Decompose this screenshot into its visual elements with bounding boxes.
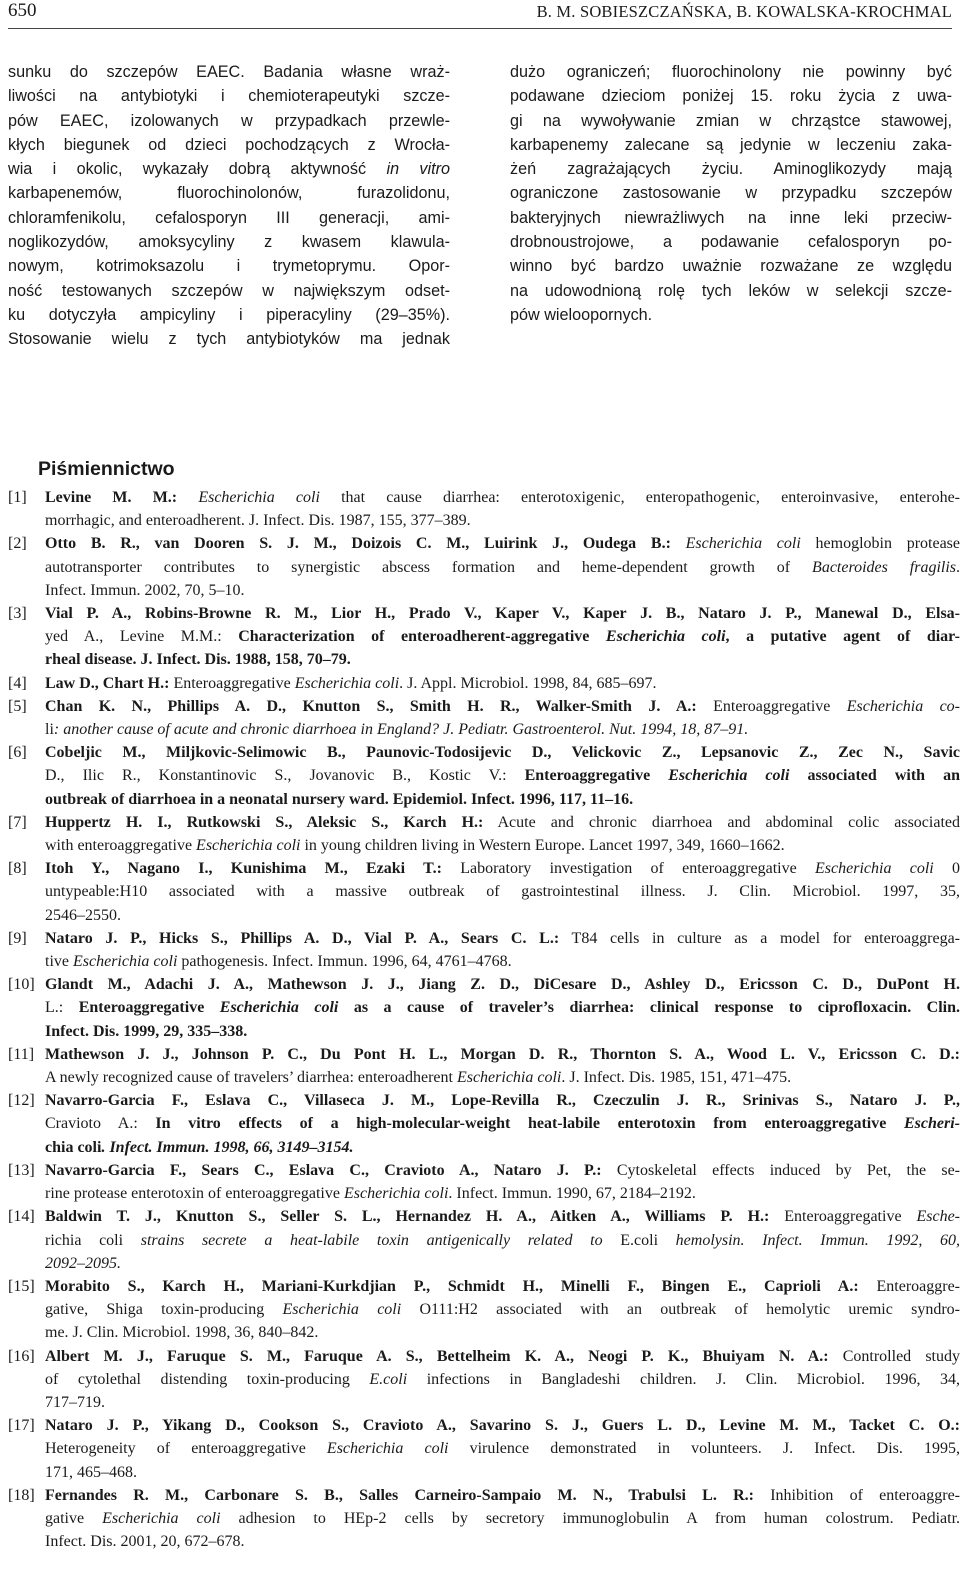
reference-item	[8, 1484, 960, 1554]
reference-line: Cobeljic M., Miljkovic-Selimowic B., Paunovic-Todosijevic D., Velickovic Z., Lepsanovic Z., Zec N., Savic	[45, 744, 960, 762]
body-text-line: żeń zagrażających życiu. Aminoglikozydy mają	[510, 160, 952, 179]
body-text-line: bakteryjnych niewrażliwych na inne leki przeciw-	[510, 208, 952, 227]
reference-line: Fernandes R. M., Carbonare S. B., Salles Carneiro-Sampaio M. N., Trabulsi L. R.: Inhibition of enteroaggre-	[45, 1486, 960, 1504]
reference-line: Levine M. M.: Escherichia coli that cause diarrhea: enterotoxigenic, enteropathogenic, enteroinvasive, enterohe-	[45, 489, 960, 506]
reference-number: [18]	[8, 1486, 35, 1504]
reference-line: Nataro J. P., Yikang D., Cookson S., Cravioto A., Savarino S. J., Guers L. D., Levine M. M., Tacket C. O.:	[45, 1417, 960, 1435]
body-column-left	[8, 60, 450, 352]
reference-number: [13]	[8, 1161, 35, 1179]
body-text-line: pów EAEC, izolowanych w przypadkach przewle-	[8, 111, 450, 130]
reference-line: Mathewson J. J., Johnson P. C., Du Pont H. L., Morgan D. R., Thornton S. A., Wood L. V., Ericsson C. D.:	[45, 1045, 960, 1063]
reference-line: untypeable:H10 associated with a massive outbreak of gastrointestinal illness. J. Clin. Microbiol. 1997, 35,	[45, 883, 960, 901]
reference-item	[8, 602, 960, 672]
body-text-line: na udowodnioną rolę tych leków w selekcji szcze-	[510, 281, 952, 300]
reference-line: Infect. Immun. 2002, 70, 5–10.	[45, 581, 245, 599]
reference-item	[8, 672, 960, 695]
reference-line: 2092–2095.	[45, 1254, 121, 1272]
reference-line: gative Escherichia coli adhesion to HEp-2 cells by secretory immunoglobulin A from human colostrum. Pediatr.	[45, 1509, 960, 1527]
reference-line: Nataro J. P., Hicks S., Phillips A. D., Vial P. A., Sears C. L.: T84 cells in culture as a model for enteroaggrega-	[45, 929, 960, 947]
body-text-line: wia i okolic, wykazały dobrą aktywność in vitro	[8, 160, 450, 179]
body-text-line: podawane dzieciom poniżej 15. roku życia z uwa-	[510, 87, 952, 106]
reference-number: [16]	[8, 1347, 35, 1365]
reference-line: Chan K. N., Phillips A. D., Knutton S., Smith H. R., Walker-Smith J. A.: Enteroaggregative Escherichia co-	[45, 697, 960, 715]
reference-item	[8, 741, 960, 811]
reference-line: Baldwin T. J., Knutton S., Seller S. L., Hernandez H. A., Aitken A., Williams P. H.: Enteroaggregative Esche-	[45, 1208, 960, 1226]
reference-number: [17]	[8, 1417, 35, 1435]
body-text-line: nowym, kotrimoksazolu i trymetoprymu. Opor-	[8, 257, 450, 276]
reference-number: [7]	[8, 813, 27, 831]
body-text-line: kłych biegunek od dzieci pochodzących z Wrocła-	[8, 135, 450, 154]
reference-line: Infect. Dis. 1999, 29, 335–338.	[45, 1022, 248, 1040]
reference-line: 171, 465–468.	[45, 1463, 137, 1481]
body-text-line: dużo ograniczeń; fluorochinolony nie powinny być	[510, 63, 952, 81]
reference-item	[8, 1043, 960, 1089]
reference-item	[8, 927, 960, 973]
reference-item	[8, 1089, 960, 1159]
reference-line: L.: Enteroaggregative Escherichia coli as a cause of traveler’s diarrhea: clinical response to ciprofloxacin. Clin.	[45, 999, 960, 1017]
reference-line: 2546–2550.	[45, 906, 121, 924]
body-text-line: ku dotyczyła ampicyliny i piperacyliny (29–35%).	[8, 305, 450, 324]
reference-item	[8, 1205, 960, 1275]
running-head: B. M. SOBIESZCZAŃSKA, B. KOWALSKA-KROCHMAL	[536, 2, 952, 21]
reference-number: [10]	[8, 976, 35, 994]
body-text-line: Stosowanie wielu z tych antybiotyków ma jednak	[8, 330, 450, 349]
body-text-line: winno być bardzo uważnie rozważane ze względu	[510, 257, 952, 276]
reference-number: [5]	[8, 697, 27, 715]
reference-line: li: another cause of acute and chronic diarrhoea in England? J. Pediatr. Gastroenterol. Nut. 1994, 18, 87–91.	[45, 721, 749, 739]
reference-line: D., Ilic R., Konstantinovic S., Jovanovic B., Kostic V.: Enteroaggregative Escherichia coli associated with an	[45, 767, 960, 785]
reference-line: rheal disease. J. Infect. Dis. 1988, 158, 70–79.	[45, 651, 351, 669]
page-number: 650	[8, 0, 37, 21]
reference-item	[8, 973, 960, 1043]
reference-line: yed A., Levine M.M.: Characterization of enteroadherent-aggregative Escherichia coli, a putative agent of diar-	[45, 628, 960, 646]
reference-item	[8, 857, 960, 927]
reference-line: Morabito S., Karch H., Mariani-Kurkdjian P., Schmidt H., Minelli F., Bingen E., Caprioli A.: Enteroaggre-	[45, 1277, 960, 1295]
reference-line: rine protease enterotoxin of enteroaggregative Escherichia coli. Infect. Immun. 1990, 67, 2184–2192.	[45, 1185, 696, 1203]
reference-line: Huppertz H. I., Rutkowski S., Aleksic S., Karch H.: Acute and chronic diarrhoea and abdominal colic associated	[45, 813, 960, 831]
reference-line: chia coli. Infect. Immun. 1998, 66, 3149–3154.	[45, 1138, 354, 1156]
reference-line: tive Escherichia coli pathogenesis. Infect. Immun. 1996, 64, 4761–4768.	[45, 953, 512, 971]
reference-line: Otto B. R., van Dooren S. J. M., Doizois C. M., Luirink J., Oudega B.: Escherichia coli hemoglobin protease	[45, 535, 960, 553]
body-text-line: pów wieloopornych.	[510, 305, 653, 324]
reference-line: of cytolethal distending toxin-producing E.coli infections in Bangladeshi children. J. Clin. Microbiol. 1996, 34,	[45, 1370, 960, 1388]
reference-line: Heterogeneity of enteroaggregative Escherichia coli virulence demonstrated in volunteers. J. Infect. Dis. 1995,	[45, 1440, 960, 1458]
body-text-line: ograniczone zastosowanie w przypadku szczepów	[510, 184, 952, 203]
reference-line: Cravioto A.: In vitro effects of a high-molecular-weight heat-labile enterotoxin from enteroaggregative Escheri-	[45, 1115, 960, 1133]
reference-number: [12]	[8, 1092, 35, 1110]
reference-number: [9]	[8, 929, 27, 947]
body-text-line: karbapenemy zalecane są jedynie w leczeniu zaka-	[510, 135, 952, 154]
reference-line: Law D., Chart H.: Enteroaggregative Escherichia coli. J. Appl. Microbiol. 1998, 84, 685–697.	[45, 674, 657, 692]
reference-number: [6]	[8, 744, 27, 762]
reference-line: gative, Shiga toxin-producing Escherichia coli O111:H2 associated with an outbreak of hemolytic uremic syndro-	[45, 1301, 960, 1319]
reference-line: Vial P. A., Robins-Browne R. M., Lior H., Prado V., Kaper V., Kaper J. B., Nataro J. P., Manewal D., Elsa-	[45, 605, 960, 623]
reference-number: [1]	[8, 489, 27, 506]
reference-number: [11]	[8, 1045, 35, 1063]
reference-number: [15]	[8, 1277, 35, 1295]
reference-item	[8, 695, 960, 741]
reference-item	[8, 486, 960, 532]
body-text-line: gi na wywoływanie zmian w chrząstce stawowej,	[510, 111, 952, 130]
page-header	[8, 0, 952, 29]
reference-item	[8, 811, 960, 857]
reference-line: morrhagic, and enteroadherent. J. Infect. Dis. 1987, 155, 377–389.	[45, 512, 471, 530]
body-text-line: liwości na antybiotyki i chemioterapeutyki szcze-	[8, 87, 450, 106]
reference-line: me. J. Clin. Microbiol. 1998, 36, 840–842.	[45, 1324, 319, 1342]
reference-line: Infect. Dis. 2001, 20, 672–678.	[45, 1533, 245, 1551]
body-text-line: drobnoustrojowe, a podawanie cefalosporyn po-	[510, 233, 952, 252]
reference-number: [3]	[8, 605, 27, 623]
body-text-line: sunku do szczepów EAEC. Badania własne wraż-	[8, 63, 450, 81]
reference-line: Glandt M., Adachi J. A., Mathewson J. J., Jiang Z. D., DiCesare D., Ashley D., Ericsson C. D., DuPont H.	[45, 976, 960, 994]
reference-line: autotransporter contributes to synergistic abscess formation and heme-dependent growth of Bacteroides fragilis.	[45, 558, 960, 576]
body-text-line: chloramfenikolu, cefalosporyn III generacji, ami-	[8, 208, 450, 227]
reference-number: [4]	[8, 674, 27, 692]
body-column-right	[510, 60, 952, 327]
reference-line: 717–719.	[45, 1393, 105, 1411]
body-text-line: ność testowanych szczepów w największym odset-	[8, 281, 450, 300]
reference-item	[8, 1414, 960, 1484]
reference-item	[8, 532, 960, 602]
body-text-line: noglikozydów, amoksycyliny z kwasem klawula-	[8, 233, 450, 252]
reference-line: Navarro-Garcia F., Sears C., Eslava C., Cravioto A., Nataro J. P.: Cytoskeletal effects induced by Pet, the se-	[45, 1161, 960, 1179]
reference-item	[8, 1275, 960, 1345]
reference-number: [14]	[8, 1208, 35, 1226]
reference-line: outbreak of diarrhoea in a neonatal nursery ward. Epidemiol. Infect. 1996, 117, 11–16.	[45, 790, 634, 808]
reference-line: A newly recognized cause of travelers’ diarrhea: enteroadherent Escherichia coli. J. Infect. Dis. 1985, 151, 471–475.	[45, 1069, 792, 1087]
reference-line: with enteroaggregative Escherichia coli in young children living in Western Europe. Lancet 1997, 349, 1660–1662.	[45, 837, 785, 855]
reference-line: Navarro-Garcia F., Eslava C., Villaseca J. M., Lope-Revilla R., Czeczulin J. R., Srinivas S., Nataro J. P.,	[45, 1092, 960, 1110]
reference-line: richia coli strains secrete a heat-labile toxin antigenically related to E.coli hemolysin. Infect. Immun. 1992, 60,	[45, 1231, 960, 1249]
reference-line: Albert M. J., Faruque S. M., Faruque A. S., Bettelheim K. A., Neogi P. K., Bhuiyam N. A.: Controlled study	[45, 1347, 960, 1365]
reference-number: [2]	[8, 535, 27, 553]
references-heading: Piśmiennictwo	[38, 458, 175, 480]
reference-line: Itoh Y., Nagano I., Kunishima M., Ezaki T.: Laboratory investigation of enteroaggregative Escherichia coli 0	[45, 860, 960, 878]
reference-item	[8, 1345, 960, 1415]
reference-number: [8]	[8, 860, 27, 878]
references-list	[8, 486, 960, 1553]
body-text-line: karbapenemów, fluorochinolonów, furazolidonu,	[8, 184, 450, 203]
reference-item	[8, 1159, 960, 1205]
